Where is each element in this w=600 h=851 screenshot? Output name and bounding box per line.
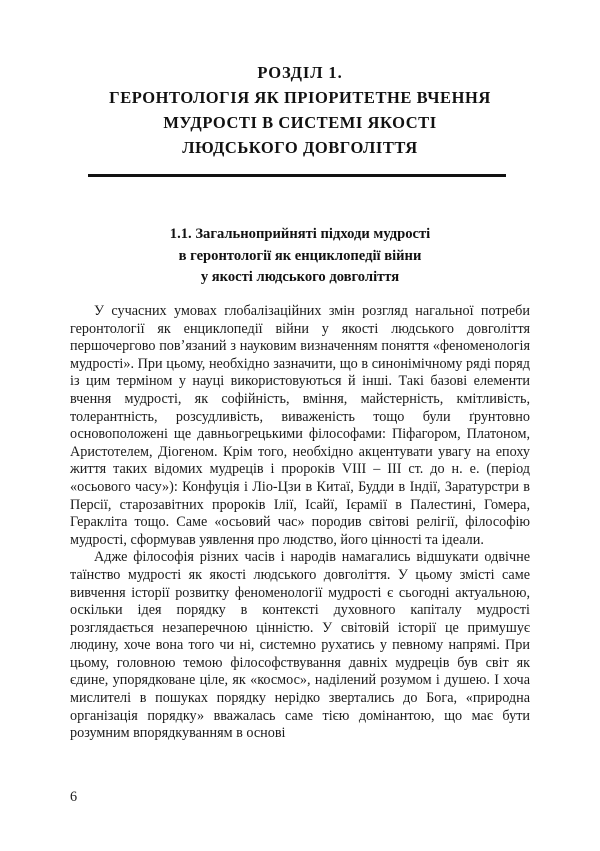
- body-text: [70, 303, 530, 743]
- section-heading-line-3: у якості людського довголіття: [200, 269, 400, 285]
- section-heading-line-1: 1.1. Загальноприйняті підходи мудрості: [169, 226, 431, 242]
- chapter-heading: [70, 60, 530, 160]
- horizontal-rule-divider: [88, 174, 506, 177]
- chapter-heading-line-4: ЛЮДСЬКОГО ДОВГОЛІТТЯ: [182, 138, 418, 157]
- chapter-heading-line-2: ГЕРОНТОЛОГІЯ ЯК ПРІОРИТЕТНЕ ВЧЕННЯ: [109, 88, 491, 107]
- body-paragraph-1: У сучасних умовах глобалізаційних змін розгляд нагальної потреби геронтології як енциклопедії війни у якості людського довголіття першочергово повʼязаний з науковим визначенням поняття «феноменологія мудрості». При цьому, необхідно зазначити, що в синонімічному ряді поряд із цим терміном у науці використовуються й інші. Такі базові елементи вчення мудрості, як софійність, вміння, майстерність, кмітливість, толерантність, розсудливість, виваженість тощо були ґрунтовно основоположені ще давньогрецькими філософами: Піфагором, Платоном, Аристотелем, Діогеном. Крім того, необхідно акцентувати увагу на епоху життя таких відомих мудреців і пророків VIII – III ст. до н. е. (період «осьового часу»): Конфуція і Ліо-Цзи в Китаї, Будди в Індії, Заратурстри в Персії, старозавітних пророків Ілії, Ісайї, Ієрамії в Палестині, Гомера, Геракліта тощо. Саме «осьовий час» породив світові релігії, філософію мудрості, сформував уявлення про людство, його цінності та ідеали.: [70, 303, 530, 548]
- section-heading-line-2: в геронтології як енциклопедії війни: [178, 247, 422, 264]
- page-number: 6: [70, 789, 78, 805]
- chapter-heading-line-1: РОЗДІЛ 1.: [257, 63, 343, 82]
- chapter-heading-line-3: МУДРОСТІ В СИСТЕМІ ЯКОСТІ: [163, 113, 437, 132]
- body-paragraph-2: Адже філософія різних часів і народів намагались відшукати одвічне таїнство мудрості як якості людського довголіття. У цьому змісті саме вивчення історії розвитку феноменології мудрості є сьогодні актуальною, оскільки ідея порядку в контексті духовного капіталу мудрості розглядається незаперечною цінністю. У світовій історії це примушує людину, хоче вона того чи ні, системно рухатись у певному напрямі. При цьому, головною темою філософствування давніх мудреців був світ як єдине, упорядковане ціле, як «космос», наділений розумом і душею. І хоча мислителі в пошуках порядку нерідко звертались до Бога, «природна організація порядку» вважалась саме тією домінантою, що має бути розумним впорядкуванням в основі: [70, 549, 530, 742]
- section-heading: [70, 224, 530, 289]
